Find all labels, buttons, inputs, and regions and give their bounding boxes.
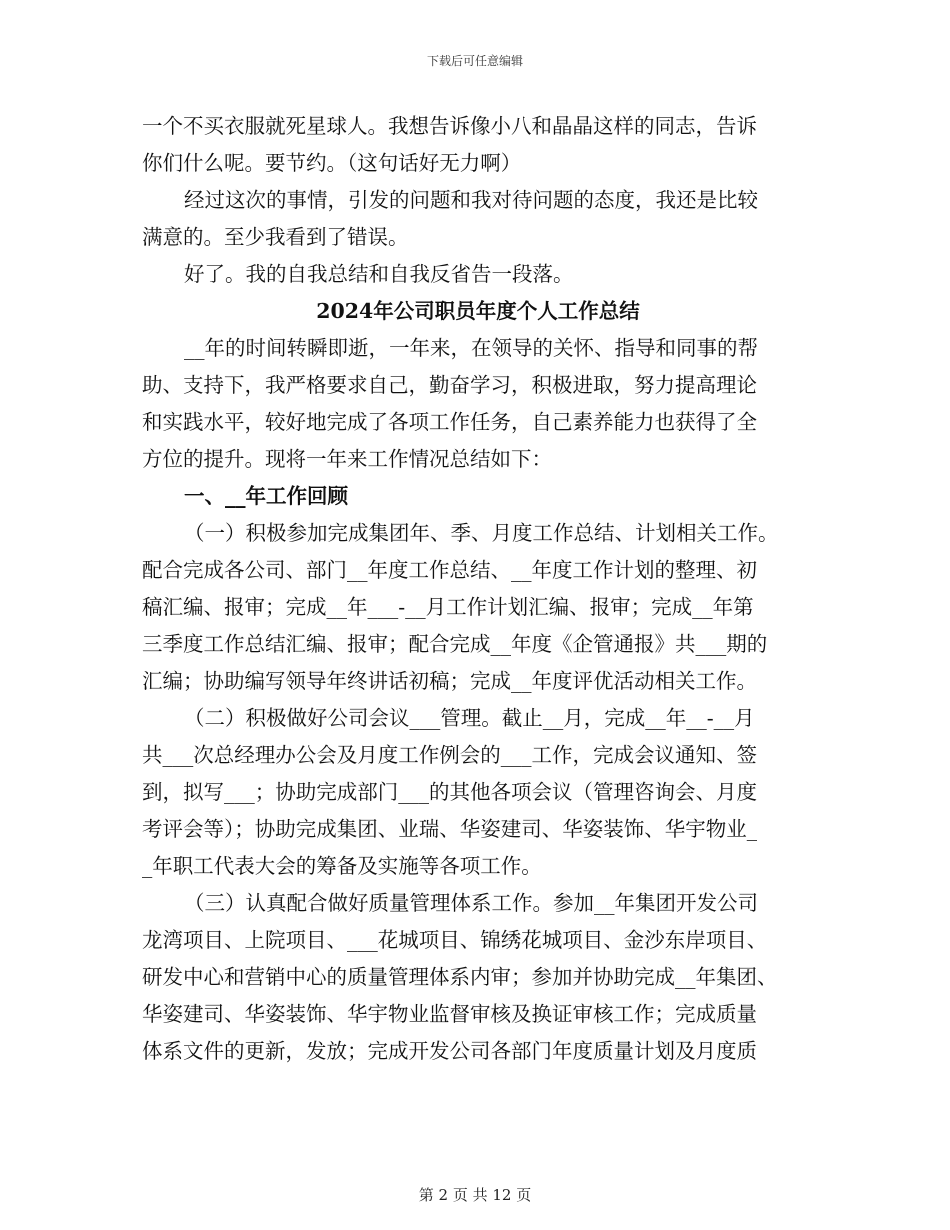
paragraph-start: （三）认真配合做好质量管理体系工作。参加__年集团开发公司	[184, 891, 758, 915]
text-line: 方位的提升。现将一年来工作情况总结如下：	[142, 447, 552, 471]
paragraph-start: （一）积极参加完成集团年、季、月度工作总结、计划相关工作。	[184, 521, 779, 545]
paragraph-start: 好了。我的自我总结和自我反省告一段落。	[184, 262, 574, 286]
text-line: 到，拟写___；协助完成部门___的其他各项会议（管理咨询会、月度	[142, 780, 757, 804]
document-title: 2024年公司职员年度个人工作总结	[316, 299, 640, 323]
text-line: 研发中心和营销中心的质量管理体系内审；参加并协助完成__年集团、	[142, 965, 778, 989]
text-line: 配合完成各公司、部门__年度工作总结、__年度工作计划的整理、初	[142, 558, 757, 582]
text-line: 一个不买衣服就死星球人。我想告诉像小八和晶晶这样的同志，告诉	[142, 114, 757, 138]
text-line: 龙湾项目、上院项目、___花城项目、锦绣花城项目、金沙东岸项目、	[142, 928, 768, 952]
text-line: 三季度工作总结汇编、报审；配合完成__年度《企管通报》共___期的	[142, 632, 768, 656]
paragraph-start: 经过这次的事情，引发的问题和我对待问题的态度，我还是比较	[184, 188, 758, 212]
page-header-note: 下载后可任意编辑	[426, 54, 523, 68]
text-line: _年职工代表大会的筹备及实施等各项工作。	[142, 854, 542, 878]
text-line: 华姿建司、华姿装饰、华宇物业监督审核及换证审核工作；完成质量	[142, 1002, 757, 1026]
text-line: 满意的。至少我看到了错误。	[142, 225, 409, 249]
text-line: 体系文件的更新，发放；完成开发公司各部门年度质量计划及月度质	[142, 1039, 757, 1063]
paragraph-start: __年的时间转瞬即逝，一年来，在领导的关怀、指导和同事的帮	[184, 336, 758, 360]
text-line: 考评会等）；协助完成集团、业瑞、华姿建司、华姿装饰、华宇物业_	[142, 817, 757, 841]
text-line: 和实践水平，较好地完成了各项工作任务，自己素养能力也获得了全	[142, 410, 757, 434]
text-line: 助、支持下，我严格要求自己，勤奋学习，积极进取，努力提高理论	[142, 373, 757, 397]
text-line: 你们什么呢。要节约。（这句话好无力啊）	[142, 151, 522, 175]
document-body	[142, 108, 814, 1070]
paragraph-start: （二）积极做好公司会议___管理。截止__月，完成__年__-__月	[184, 706, 755, 730]
text-line: 汇编；协助编写领导年终讲话初稿；完成__年度评优活动相关工作。	[142, 669, 757, 693]
page-number-footer: 第 2 页 共 12 页	[418, 1186, 532, 1204]
text-line: 共___次总经理办公会及月度工作例会的___工作，完成会议通知、签	[142, 743, 757, 767]
section-heading: 一、__年工作回顾	[184, 484, 348, 508]
text-line: 稿汇编、报审；完成__年___-__月工作计划汇编、报审；完成__年第	[142, 595, 754, 619]
